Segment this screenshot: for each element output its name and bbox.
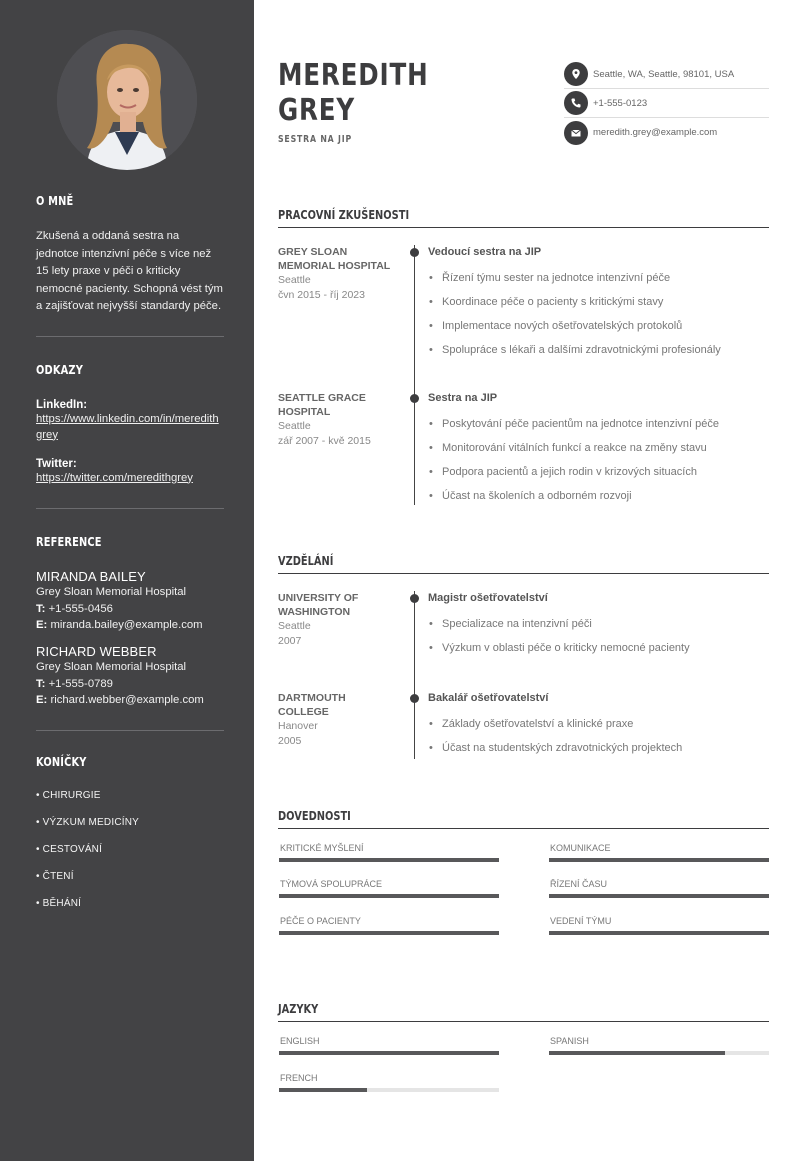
reference-phone: T: +1-555-0456 [36, 602, 113, 615]
hobby-item: • VÝZKUM MEDICÍNY [36, 816, 140, 828]
hobby-item: • ČTENÍ [36, 870, 74, 882]
sidebar [0, 0, 254, 1161]
timeline-dot [410, 248, 419, 257]
hobby-item: • CHIRURGIE [36, 789, 101, 801]
entry-org: SEATTLE GRACE HOSPITAL [278, 392, 366, 418]
skill-item [279, 916, 499, 935]
experience-entry [278, 391, 769, 505]
entry-role: Vedoucí sestra na JIP [428, 246, 542, 258]
entry-bullet: • Účast na studentských zdravotnických projektech [428, 741, 768, 755]
entry-org: UNIVERSITY OF WASHINGTON [278, 592, 359, 618]
hobbies-heading: KONÍČKY [36, 754, 87, 769]
timeline-dot [410, 594, 419, 603]
skills-heading: DOVEDNOSTI [278, 807, 769, 829]
entry-details [428, 591, 768, 655]
entry-bullet: • Monitorování vitálních funkcí a reakce na změny stavu [428, 441, 768, 455]
reference-name: MIRANDA BAILEY [36, 568, 146, 584]
skill-bar-fill [279, 858, 499, 862]
skill-name: PÉČE O PACIENTY [280, 916, 361, 926]
hobby-item: • BĚHÁNÍ [36, 897, 82, 909]
phone-icon [564, 91, 588, 115]
skill-bar-fill [549, 931, 769, 935]
entry-bullet: • Implementace nových ošetřovatelských protokolů [428, 319, 768, 333]
email-text[interactable]: meredith.grey@example.com [593, 127, 718, 138]
entry-bullet: • Výzkum v oblasti péče o kriticky nemocné pacienty [428, 641, 768, 655]
skill-bar [549, 858, 769, 862]
contact-address [564, 60, 769, 89]
entry-details [428, 391, 768, 503]
link-twitter [36, 458, 224, 486]
skill-bar [549, 931, 769, 935]
divider [36, 336, 224, 337]
profile-photo-illustration [57, 30, 197, 170]
timeline-dot [410, 394, 419, 403]
education-heading: VZDĚLÁNÍ [278, 552, 769, 574]
reference-org: Grey Sloan Memorial Hospital [36, 585, 187, 598]
entry-meta [278, 245, 396, 303]
skill-bar [279, 931, 499, 935]
entry-org: DARTMOUTH COLLEGE [278, 692, 346, 718]
experience-heading: PRACOVNÍ ZKUŠENOSTI [278, 206, 769, 228]
phone-text: +1-555-0123 [593, 97, 648, 109]
entry-bullet: • Spolupráce s lékaři a dalšími zdravotnickými profesionály [428, 343, 768, 357]
language-name: FRENCH [280, 1073, 318, 1083]
entry-meta [278, 591, 396, 649]
entry-bullet: • Podpora pacientů a jejich rodin v krizových situacích [428, 465, 768, 479]
skill-bar-fill [279, 931, 499, 935]
skill-bar [279, 894, 499, 898]
entry-org: GREY SLOAN MEMORIAL HOSPITAL [278, 246, 391, 272]
entry-bullet: • Koordinace péče o pacienty s kritickými stavy [428, 295, 768, 309]
links-heading: ODKAZY [36, 362, 84, 377]
link-linkedin [36, 399, 224, 443]
entry-bullet: • Základy ošetřovatelství a klinické praxe [428, 717, 768, 731]
entry-bullet: • Specializace na intenzivní péči [428, 617, 768, 631]
language-bar [279, 1088, 499, 1092]
reference-org: Grey Sloan Memorial Hospital [36, 660, 187, 673]
skill-name: KOMUNIKACE [550, 843, 611, 853]
entry-role: Magistr ošetřovatelství [428, 592, 548, 604]
entry-meta [278, 391, 396, 449]
language-bar-fill [279, 1051, 499, 1055]
skill-item [549, 843, 769, 862]
entry-details [428, 691, 768, 755]
twitter-link[interactable]: https://twitter.com/meredithgrey [36, 471, 193, 484]
skill-bar-fill [279, 894, 499, 898]
skill-item [549, 879, 769, 898]
reference-name: RICHARD WEBBER [36, 643, 157, 659]
about-text: Zkušená a oddaná sestra na jednotce intenzivní péče s více než 15 lety praxe v péči o kriticky nemocné pacienty. Schopná vést tým a zajišťovat nejvyšší standardy péče. [36, 230, 223, 312]
profile-photo [57, 30, 197, 170]
hobbies-list [36, 790, 224, 925]
references-heading: REFERENCE [36, 534, 102, 549]
language-bar-fill [279, 1088, 367, 1092]
full-name [278, 58, 429, 128]
language-bar [549, 1051, 769, 1055]
job-title: SESTRA NA JIP [278, 134, 353, 145]
about-heading: O MNĚ [36, 194, 74, 208]
skill-item [279, 879, 499, 898]
entry-meta [278, 691, 396, 749]
entry-bullet: • Poskytování péče pacientům na jednotce intenzivní péče [428, 417, 768, 431]
reference-item [36, 644, 224, 708]
entry-location: Seattle [278, 274, 311, 286]
entry-dates: zář 2007 - kvě 2015 [278, 435, 371, 447]
location-pin-icon [564, 62, 588, 86]
language-item [279, 1073, 499, 1092]
reference-item [36, 569, 224, 633]
envelope-icon [564, 121, 588, 145]
language-bar [279, 1051, 499, 1055]
skill-item [279, 843, 499, 862]
skill-bar [549, 894, 769, 898]
reference-email: E: richard.webber@example.com [36, 693, 204, 706]
contact-phone [564, 89, 769, 118]
linkedin-link[interactable]: https://www.linkedin.com/in/meredithgrey [36, 412, 219, 441]
reference-phone: T: +1-555-0789 [36, 677, 113, 690]
entry-details [428, 245, 768, 357]
entry-dates: 2005 [278, 735, 302, 747]
twitter-label: Twitter: [36, 457, 77, 470]
address-text: Seattle, WA, Seattle, 98101, USA [593, 68, 735, 80]
first-name: MEREDITH [278, 58, 429, 93]
language-name: ENGLISH [280, 1036, 320, 1046]
entry-role: Sestra na JIP [428, 392, 498, 404]
entry-dates: 2007 [278, 635, 302, 647]
languages-heading: JAZYKY [278, 1000, 769, 1022]
entry-bullet: • Řízení týmu sester na jednotce intenzivní péče [428, 271, 768, 285]
timeline-dot [410, 694, 419, 703]
language-name: SPANISH [550, 1036, 589, 1046]
entry-role: Bakalář ošetřovatelství [428, 692, 549, 704]
skill-name: ŘÍZENÍ ČASU [550, 879, 608, 889]
skill-name: KRITICKÉ MYŠLENÍ [280, 843, 364, 853]
entry-location: Seattle [278, 420, 311, 432]
contact-email [564, 118, 769, 147]
reference-email: E: miranda.bailey@example.com [36, 618, 203, 631]
entry-bullet: • Účast na školeních a odborném rozvoji [428, 489, 768, 503]
language-bar-fill [549, 1051, 725, 1055]
skill-item [549, 916, 769, 935]
entry-dates: čvn 2015 - říj 2023 [278, 289, 365, 301]
skill-name: TÝMOVÁ SPOLUPRÁCE [280, 879, 383, 889]
skill-name: VEDENÍ TÝMU [550, 916, 612, 926]
divider [36, 508, 224, 509]
divider [36, 730, 224, 731]
entry-location: Hanover [278, 720, 318, 732]
last-name: GREY [278, 93, 356, 128]
skill-bar [279, 858, 499, 862]
language-item [279, 1036, 499, 1055]
skill-bar-fill [549, 858, 769, 862]
education-entry [278, 691, 769, 759]
linkedin-label: LinkedIn: [36, 398, 88, 411]
language-item [549, 1036, 769, 1055]
hobby-item: • CESTOVÁNÍ [36, 843, 103, 855]
skill-bar-fill [549, 894, 769, 898]
entry-location: Seattle [278, 620, 311, 632]
